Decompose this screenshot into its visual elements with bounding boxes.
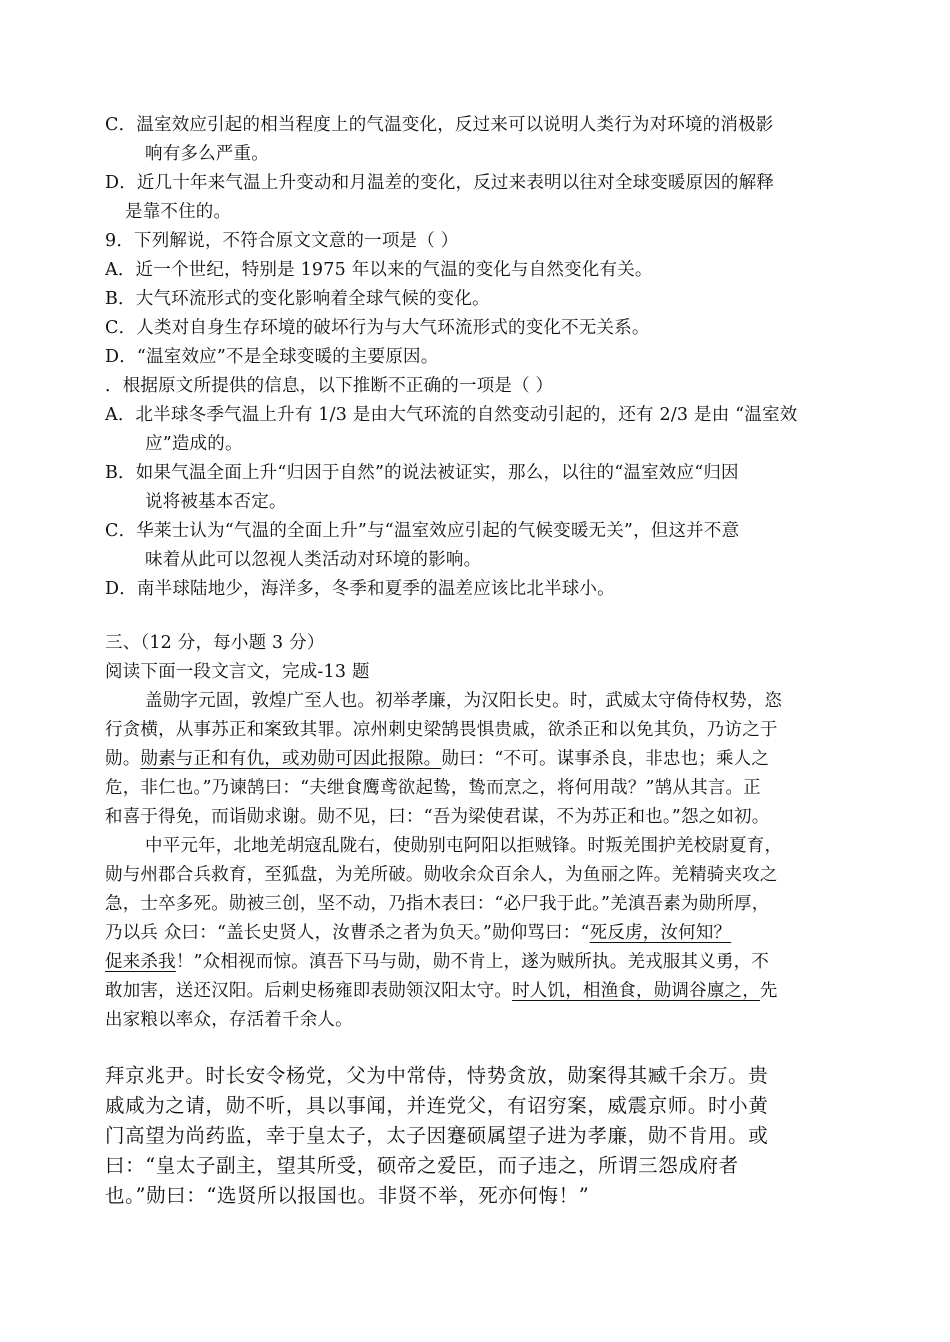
passage-line: 中平元年，北地羌胡寇乱陇右，使勋别屯阿阳以拒贼锋。时叛羌围护羌校尉夏育， — [145, 836, 783, 856]
passage-line: 勋与州郡合兵救育，至狐盘，为羌所破。勋收余众百余人，为鱼丽之阵。羌精骑夹攻之 — [105, 865, 778, 885]
q9-option-c: C．人类对自身生存环境的破坏行为与大气环流形式的变化不无关系。 — [105, 318, 650, 338]
passage-line: 盖勋字元固，敦煌广至人也。初举孝廉，为汉阳长史。时，武威太守倚侍权势，恣 — [145, 691, 783, 711]
q10-option-b-line1: B．如果气温全面上升“归因于自然”的说法被证实，那么，以往的“温室效应“归因 — [105, 463, 739, 483]
q10-option-c-line1: C．华莱士认为“气温的全面上升”与“温室效应引起的气候变暖无关”，但这并不意 — [105, 521, 740, 541]
passage-line: 和喜于得免，而诣勋求谢。勋不见，曰：“吾为梁使君谋，不为苏正和也。”怨之如初。 — [105, 807, 770, 827]
passage-text: 勋曰：“不可。谋事杀良，非忠也；乘人之 — [441, 749, 770, 769]
section-instruction: 阅读下面一段文言文，完成-13 题 — [105, 662, 370, 682]
q10-option-a-line2: 应”造成的。 — [145, 434, 243, 454]
passage-large-line: 也。”勋曰：“选贤所以报国也。非贤不举，死亦何悔！” — [105, 1184, 590, 1207]
q10-option-b-line2: 说将被基本否定。 — [145, 492, 287, 512]
passage-large-line: 门高望为尚药监，幸于皇太子，太子因蹇硕属望子进为孝廉，勋不肯用。或 — [105, 1124, 769, 1147]
underlined-sentence: 死反虏，汝何知？ — [589, 923, 732, 943]
underlined-sentence: 时人饥，相渔食，勋调谷廪之， — [512, 981, 760, 1001]
section-heading: 三、（12 分，每小题 3 分） — [105, 633, 325, 653]
passage-line: 行贪横，从事苏正和案致其罪。凉州刺史梁鹄畏惧贵戚，欲杀正和以免其负，乃访之于 — [105, 720, 778, 740]
passage-line — [105, 980, 778, 1002]
passage-line: 危，非仁也。”乃谏鹄曰：“夫绁食鹰鸢欲起鸷，鸷而烹之，将何用哉？”鹄从其言。正 — [105, 778, 761, 798]
underlined-sentence: 促来杀我 — [105, 952, 176, 972]
q10-stem: ．根据原文所提供的信息，以下推断不正确的一项是（ ） — [105, 376, 554, 396]
passage-large-line: 曰：“皇太子副主，望其所受，硕帝之爱臣，而子违之，所谓三怨成府者 — [105, 1154, 739, 1177]
passage-line: 急，士卒多死。勋被三创，坚不动，乃指木表曰：“必尸我于此。”羌滇吾素为勋所厚， — [105, 894, 770, 914]
q8-option-c-line1: C．温室效应引起的相当程度上的气温变化，反过来可以说明人类行为对环境的消极影 — [105, 115, 774, 135]
q8-option-d-line2: 是靠不住的。 — [125, 202, 232, 222]
q8-option-d-line1: D．近几十年来气温上升变动和月温差的变化，反过来表明以往对全球变暖原因的解释 — [105, 173, 775, 193]
passage-text: 敢加害，送还汉阳。后刺史杨雍即表勋领汉阳太守。 — [105, 981, 513, 1001]
passage-text: 乃以兵 众曰：“盖长史贤人，汝曹杀之者为负天。”勋仰骂曰：“ — [105, 923, 590, 943]
passage-large-line: 拜京兆尹。时长安令杨党，父为中常侍，恃势贪放，勋案得其臧千余万。贵 — [105, 1064, 769, 1087]
passage-text: 先 — [759, 981, 778, 1001]
q9-option-b: B．大气环流形式的变化影响着全球气候的变化。 — [105, 289, 490, 309]
passage-line — [105, 922, 731, 944]
q10-option-c-line2: 味着从此可以忽视人类活动对环境的影响。 — [145, 550, 482, 570]
q10-option-d: D．南半球陆地少，海洋多，冬季和夏季的温差应该比北半球小。 — [105, 579, 615, 599]
passage-large-line: 戚咸为之请，勋不听，具以事闻，并连党父，有诏穷案，威震京师。时小黄 — [105, 1094, 769, 1117]
passage-text: 勋。 — [105, 749, 141, 769]
q10-option-a-line1: A．北半球冬季气温上升有 1/3 是由大气环流的自然变动引起的，还有 2/3 是由 “温室效 — [105, 405, 798, 425]
passage-line — [105, 748, 769, 770]
q9-stem: 9．下列解说，不符合原文文意的一项是（ ） — [105, 231, 459, 251]
passage-line — [105, 951, 769, 973]
underlined-sentence: 勋素与正和有仇，或劝勋可因此报隙。 — [140, 749, 442, 769]
q8-option-c-line2: 响有多么严重。 — [145, 144, 269, 164]
passage-text: ！”众相视而惊。滇吾下马与勋，勋不肯上，遂为贼所执。羌戎服其义勇，不 — [175, 952, 770, 972]
passage-line: 出家粮以率众，存活着千余人。 — [105, 1010, 353, 1030]
q9-option-a: A．近一个世纪，特别是 1975 年以来的气温的变化与自然变化有关。 — [105, 260, 653, 280]
q9-option-d: D．“温室效应”不是全球变暖的主要原因。 — [105, 347, 439, 367]
